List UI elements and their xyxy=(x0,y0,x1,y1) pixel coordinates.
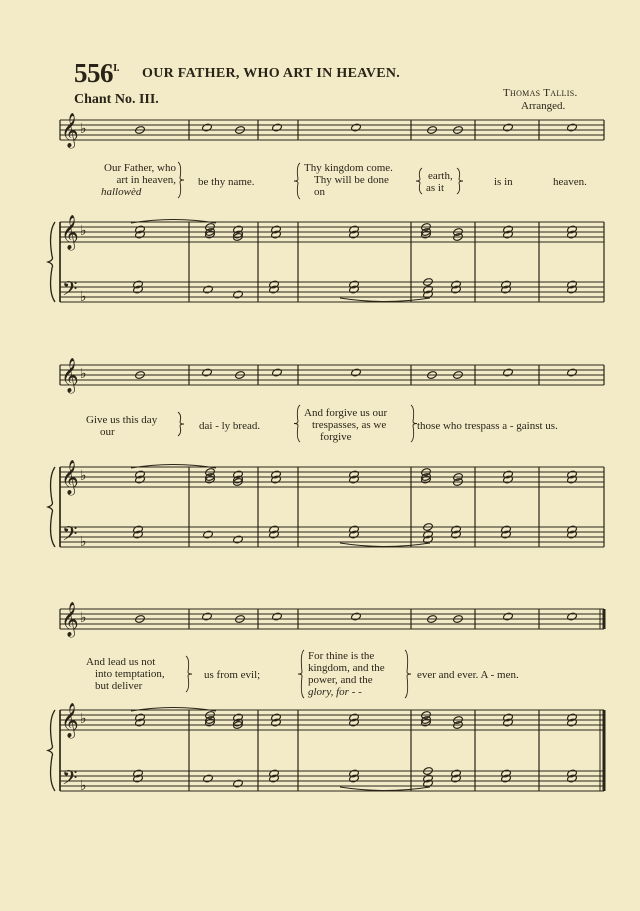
treble-clef-icon: 𝄞 xyxy=(61,113,79,148)
lyric-1-4: earth, as it xyxy=(426,170,453,194)
lyric-3-1: And lead us not into temptation, but deliver xyxy=(86,656,165,692)
flat-sign-icon: ♭ xyxy=(80,468,87,484)
half-note xyxy=(351,612,362,621)
half-note xyxy=(567,123,578,132)
lyric-1-5: is in xyxy=(494,176,513,188)
half-note xyxy=(567,368,578,377)
flat-sign-icon: ♭ xyxy=(80,121,87,137)
lyric-brace xyxy=(457,168,463,194)
tie xyxy=(340,543,430,547)
half-note xyxy=(272,368,283,377)
lyric-3-3: For thine is the kingdom, and the power, and the glory, for - - xyxy=(308,650,385,698)
bass-clef-icon: 𝄢 xyxy=(62,766,78,794)
half-note xyxy=(503,123,514,132)
treble-clef-icon: 𝄞 xyxy=(61,602,79,637)
lyric-brace xyxy=(178,412,184,436)
hymn-number: $556^{I.}$ xyxy=(74,58,120,88)
brace xyxy=(48,467,55,547)
chant-label: Chant No. III. xyxy=(74,92,159,107)
flat-sign-icon: ♭ xyxy=(80,711,87,727)
lyric-1-1: Our Father, who art in heaven, hallowèd xyxy=(101,162,176,198)
lyric-brace xyxy=(298,650,304,698)
hymn-number-mark: I. xyxy=(113,62,120,74)
lyric-brace xyxy=(186,656,192,692)
half-note xyxy=(202,612,213,621)
half-note xyxy=(272,123,283,132)
tie xyxy=(340,298,430,302)
half-note xyxy=(272,612,283,621)
half-note xyxy=(233,290,244,299)
half-note xyxy=(503,368,514,377)
half-note xyxy=(203,774,214,783)
tie xyxy=(340,787,430,791)
half-note xyxy=(233,779,244,788)
half-note xyxy=(202,123,213,132)
brace xyxy=(48,222,55,302)
treble-clef-icon: 𝄞 xyxy=(61,703,79,738)
lyric-brace xyxy=(294,163,300,199)
lyric-3-2: us from evil; xyxy=(204,669,261,681)
lyric-2-3: And forgive us our trespasses, as we forgive xyxy=(304,407,388,443)
brace xyxy=(48,710,55,791)
tie xyxy=(131,220,216,224)
half-note xyxy=(503,612,514,621)
flat-sign-icon: ♭ xyxy=(80,534,87,550)
half-note xyxy=(351,123,362,132)
half-note xyxy=(203,285,214,294)
treble-clef-icon: 𝄞 xyxy=(61,460,79,495)
flat-sign-icon: ♭ xyxy=(80,366,87,382)
half-note xyxy=(202,368,213,377)
lyric-2-4: those who trespass a - gainst us. xyxy=(417,420,558,432)
lyric-2-1: Give us this day our xyxy=(86,414,158,438)
half-note xyxy=(233,535,244,544)
flat-sign-icon: ♭ xyxy=(80,778,87,794)
tie xyxy=(131,708,216,712)
lyric-brace xyxy=(178,162,184,198)
flat-sign-icon: ♭ xyxy=(80,610,87,626)
tie xyxy=(131,465,216,469)
bass-clef-icon: 𝄢 xyxy=(62,522,78,550)
hymn-title: OUR FATHER, WHO ART IN HEAVEN. xyxy=(142,66,401,81)
lyric-brace xyxy=(416,168,422,194)
composer: Thomas Tallis. xyxy=(503,87,578,99)
half-note xyxy=(351,368,362,377)
lyric-3-4: ever and ever. A - men. xyxy=(417,669,519,681)
half-note xyxy=(203,530,214,539)
bass-clef-icon: 𝄢 xyxy=(62,277,78,305)
lyric-2-2: dai - ly bread. xyxy=(199,420,261,432)
lyric-brace xyxy=(405,650,411,698)
flat-sign-icon: ♭ xyxy=(80,289,87,305)
lyric-1-3: Thy kingdom come. Thy will be done on xyxy=(304,162,393,198)
treble-clef-icon: 𝄞 xyxy=(61,215,79,250)
lyric-1-2: be thy name. xyxy=(198,176,255,188)
arranged-note: Arranged. xyxy=(521,100,566,112)
lyric-brace xyxy=(294,405,300,442)
treble-clef-icon: 𝄞 xyxy=(61,358,79,393)
lyric-1-6: heaven. xyxy=(553,176,587,188)
flat-sign-icon: ♭ xyxy=(80,223,87,239)
half-note xyxy=(567,612,578,621)
